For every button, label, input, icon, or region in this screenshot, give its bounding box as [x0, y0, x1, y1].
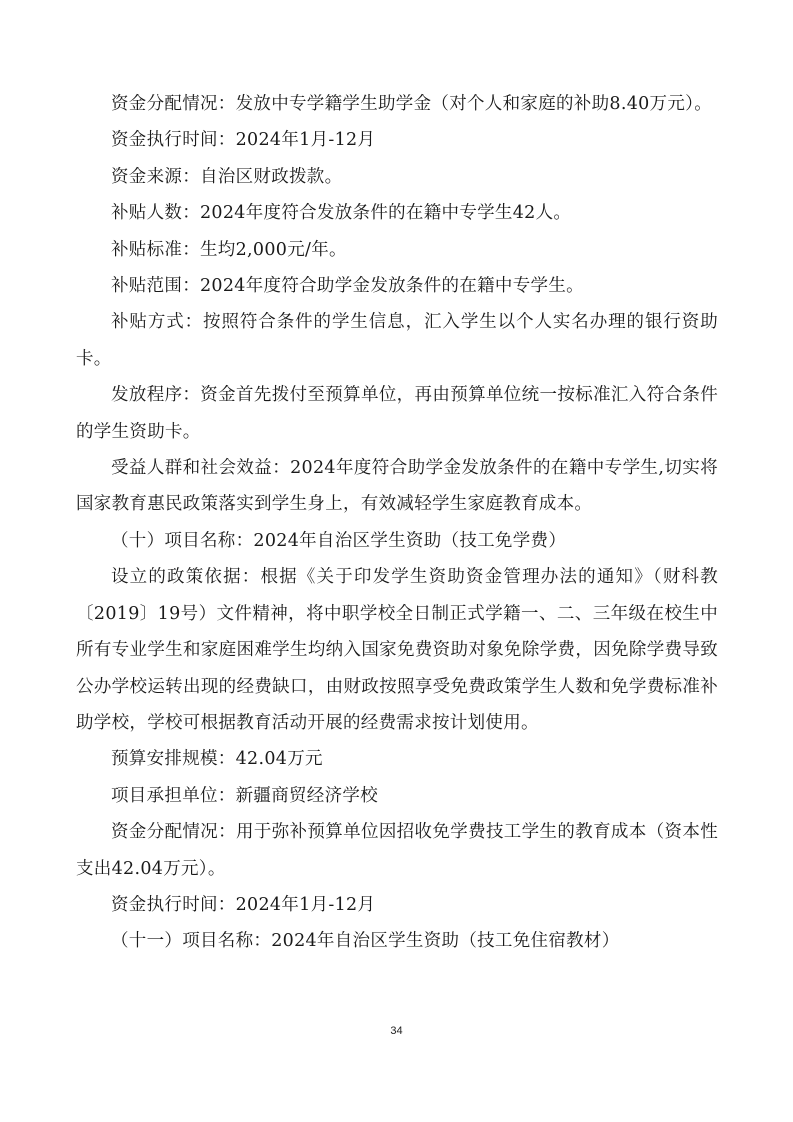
section-heading-10: （十）项目名称：2024年自治区学生资助（技工免学费）	[111, 530, 567, 551]
document-body	[76, 86, 718, 960]
paragraph-beneficiaries: 受益人群和社会效益：2024年度符合助学金发放条件的在籍中专学生,切实将国家教育惠民政策落实到学生身上，有效减轻学生家庭教育成本。	[76, 458, 718, 515]
paragraph-subsidy-standard: 补贴标准：生均2,000元/年。	[111, 239, 347, 260]
paragraph-subsidy-method: 补贴方式：按照符合条件的学生信息，汇入学生以个人实名办理的银行资助卡。	[76, 312, 718, 369]
paragraph-policy-basis: 设立的政策依据：根据《关于印发学生资助资金管理办法的通知》（财科教〔2019〕19号）文件精神，将中职学校全日制正式学籍一、二、三年级在校生中所有专业学生和家庭困难学生均纳入国家免费资助对象免除学费，因免除学费导致公办学校运转出现的经费缺口，由财政按照享受免费政策学生人数和免学费标准补助学校，学校可根据教育活动开展的经费需求按计划使用。	[76, 567, 718, 733]
paragraph-subsidy-count: 补贴人数：2024年度符合发放条件的在籍中专学生42人。	[111, 203, 572, 224]
paragraph-budget-scale: 预算安排规模：42.04万元	[111, 749, 323, 770]
paragraph-execution-time: 资金执行时间：2024年1月-12月	[111, 130, 376, 151]
paragraph-execution-time-2: 资金执行时间：2024年1月-12月	[111, 894, 376, 915]
paragraph-subsidy-scope: 补贴范围：2024年度符合助学金发放条件的在籍中专学生。	[111, 276, 584, 297]
page-number: 34	[390, 1025, 403, 1037]
paragraph-fund-allocation: 资金分配情况：发放中专学籍学生助学金（对个人和家庭的补助8.40万元）。	[111, 94, 713, 114]
paragraph-project-unit: 项目承担单位：新疆商贸经济学校	[111, 785, 378, 806]
section-heading-11: （十一）项目名称：2024年自治区学生资助（技工免住宿教材）	[111, 931, 620, 952]
paragraph-payment-procedure: 发放程序：资金首先拨付至预算单位，再由预算单位统一按标准汇入符合条件的学生资助卡。	[76, 385, 718, 442]
paragraph-fund-allocation-2: 资金分配情况：用于弥补预算单位因招收免学费技工学生的教育成本（资本性支出42.04万元）。	[76, 822, 718, 879]
paragraph-fund-source: 资金来源：自治区财政拨款。	[111, 166, 343, 187]
